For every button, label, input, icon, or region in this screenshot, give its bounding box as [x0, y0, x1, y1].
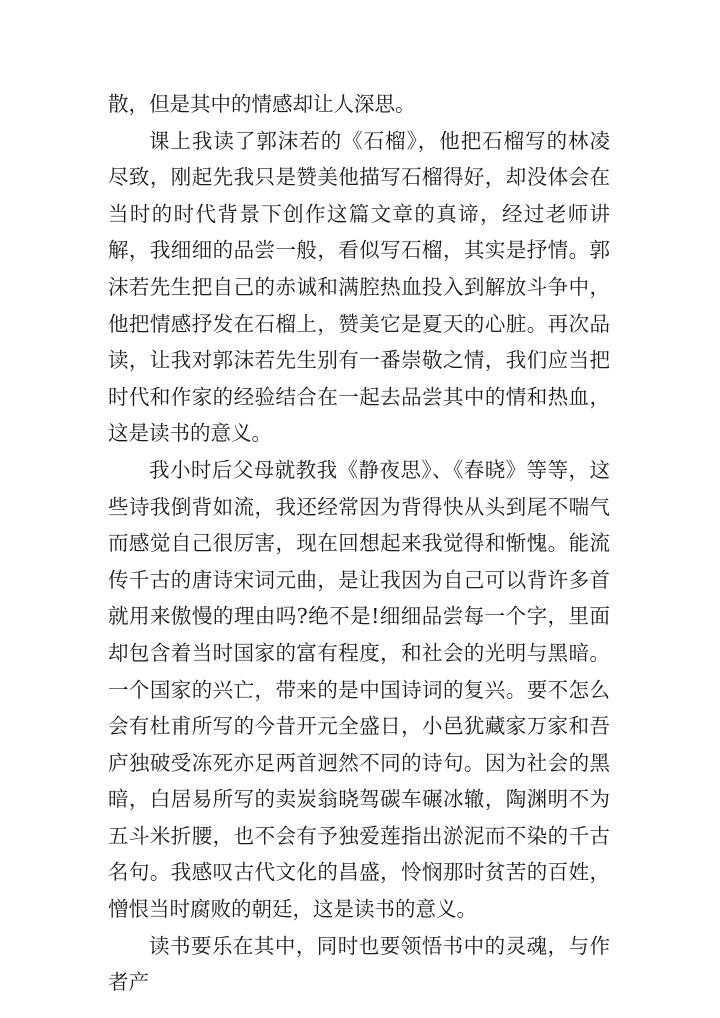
document-page: [108, 86, 610, 1001]
paragraph-continuation: 散，但是其中的情感却让人深思。: [108, 92, 416, 116]
paragraph-tang-poems: 我小时后父母就教我《静夜思》、《春晓》等等，这些诗我倒背如流，我还经常因为背得快从头到尾不喘气而感觉自己很厉害，现在回想起来我觉得和惭愧。能流传千古的唐诗宋词元曲，是让我因为自己可以背许多首就用来傲慢的理由吗?绝不是!细细品尝每一个字，里面却包含着当时国家的富有程度，和社会的光明与黑暗。一个国家的兴亡，带来的是中国诗词的复兴。要不怎么会有杜甫所写的今昔开元全盛日，小邑犹藏家万家和吾庐独破受冻死亦足两首迥然不同的诗句。因为社会的黑暗，白居易所写的卖炭翁晓驾碳车碾冰辙，陶渊明不为五斗米折腰，也不会有予独爱莲指出淤泥而不染的千古名句。我感叹古代文化的昌盛，怜悯那时贫苦的百姓，憎恨当时腐败的朝廷，这是读书的意义。: [108, 457, 610, 922]
paragraph-reading-joy: 读书要乐在其中，同时也要领悟书中的灵魂，与作者产: [108, 933, 610, 995]
paragraph-shiliu: 课上我读了郭沫若的《石榴》，他把石榴写的林凌尽致，刚起先我只是赞美他描写石榴得好，却没体会在当时的时代背景下创作这篇文章的真谛，经过老师讲解，我细细的品尝一般，看似写石榴，其实是抒情。郭沫若先生把自己的赤诚和满腔热血投入到解放斗争中，他把情感抒发在石榴上，赞美它是夏天的心脏。再次品读，让我对郭沫若先生别有一番崇敬之情，我们应当把时代和作家的经验结合在一起去品尝其中的情和热血，这是读书的意义。: [108, 128, 610, 446]
